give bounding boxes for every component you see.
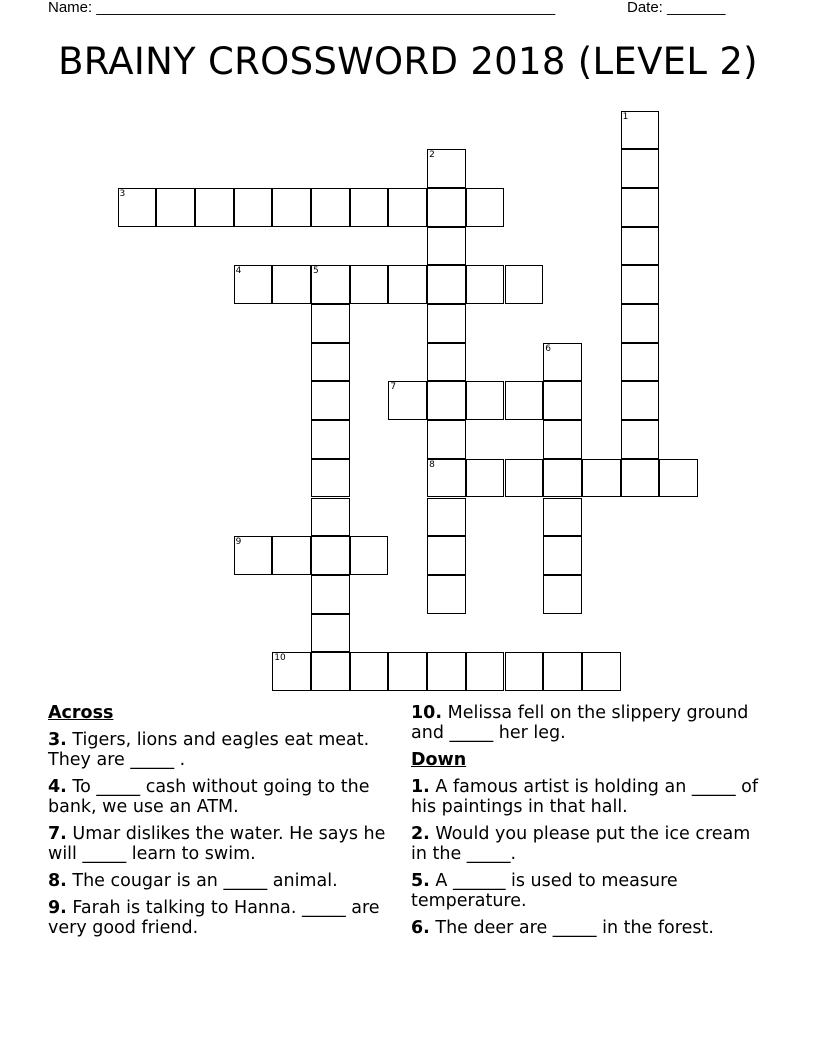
clue-number: 7. bbox=[48, 824, 67, 844]
clues-right-column bbox=[411, 703, 761, 945]
grid-cell[interactable] bbox=[621, 304, 660, 343]
clue-across-10 bbox=[411, 703, 761, 743]
clue-down-1 bbox=[411, 777, 761, 817]
grid-cell[interactable] bbox=[118, 188, 157, 227]
grid-cell[interactable] bbox=[350, 265, 389, 304]
grid-cell[interactable] bbox=[311, 459, 350, 498]
grid-cell[interactable] bbox=[543, 498, 582, 537]
grid-cell[interactable] bbox=[311, 188, 350, 227]
name-field[interactable]: Name: _______________________________________________________ bbox=[48, 0, 556, 16]
clues-left-column bbox=[48, 703, 393, 945]
grid-cell[interactable] bbox=[543, 343, 582, 382]
grid-cell[interactable] bbox=[466, 265, 505, 304]
grid-cell[interactable] bbox=[234, 265, 273, 304]
grid-cell[interactable] bbox=[195, 188, 234, 227]
grid-cell[interactable] bbox=[427, 265, 466, 304]
clue-across-3 bbox=[48, 730, 393, 770]
grid-cell[interactable] bbox=[543, 536, 582, 575]
clue-across-4 bbox=[48, 777, 393, 817]
grid-cell[interactable] bbox=[234, 536, 273, 575]
clue-down-5 bbox=[411, 871, 761, 911]
grid-cell[interactable] bbox=[466, 188, 505, 227]
grid-cell[interactable] bbox=[659, 459, 698, 498]
grid-cell[interactable] bbox=[388, 381, 427, 420]
grid-cell[interactable] bbox=[466, 381, 505, 420]
grid-cell[interactable] bbox=[543, 459, 582, 498]
cell-number: 2 bbox=[429, 150, 435, 161]
grid-cell[interactable] bbox=[621, 459, 660, 498]
grid-cell[interactable] bbox=[272, 536, 311, 575]
cell-number: 10 bbox=[274, 653, 286, 664]
clue-across-8 bbox=[48, 871, 393, 891]
grid-cell[interactable] bbox=[427, 227, 466, 266]
cell-number: 8 bbox=[429, 459, 435, 470]
grid-cell[interactable] bbox=[388, 265, 427, 304]
grid-cell[interactable] bbox=[427, 420, 466, 459]
grid-cell[interactable] bbox=[427, 498, 466, 537]
grid-cell[interactable] bbox=[311, 536, 350, 575]
clue-text: Melissa fell on the slippery ground and _____ her leg. bbox=[411, 703, 749, 743]
grid-cell[interactable] bbox=[311, 652, 350, 691]
cell-number: 9 bbox=[235, 537, 242, 548]
grid-cell[interactable] bbox=[582, 459, 621, 498]
clue-number: 5. bbox=[411, 871, 430, 891]
grid-cell[interactable] bbox=[311, 575, 350, 614]
grid-cell[interactable] bbox=[543, 420, 582, 459]
cell-number: 6 bbox=[545, 343, 551, 354]
grid-cell[interactable] bbox=[621, 265, 660, 304]
clue-number: 2. bbox=[411, 824, 430, 844]
cell-number: 5 bbox=[313, 266, 319, 277]
grid-cell[interactable] bbox=[543, 381, 582, 420]
grid-cell[interactable] bbox=[311, 381, 350, 420]
clue-text: Tigers, lions and eagles eat meat. They are _____ . bbox=[48, 730, 370, 770]
clue-number: 1. bbox=[411, 777, 430, 797]
grid-cell[interactable] bbox=[505, 652, 544, 691]
grid-cell[interactable] bbox=[582, 652, 621, 691]
clue-number: 6. bbox=[411, 918, 430, 938]
grid-cell[interactable] bbox=[311, 614, 350, 653]
clue-number: 9. bbox=[48, 898, 67, 918]
grid-cell[interactable] bbox=[543, 652, 582, 691]
grid-cell[interactable] bbox=[466, 652, 505, 691]
clue-across-7 bbox=[48, 824, 393, 864]
cell-number: 3 bbox=[119, 188, 126, 199]
grid-cell[interactable] bbox=[388, 188, 427, 227]
grid-cell[interactable] bbox=[427, 343, 466, 382]
clue-number: 4. bbox=[48, 777, 67, 797]
grid-cell[interactable] bbox=[427, 304, 466, 343]
grid-cell[interactable] bbox=[388, 652, 427, 691]
clue-text: Would you please put the ice cream in the _____. bbox=[411, 824, 751, 864]
clue-across-9 bbox=[48, 898, 393, 938]
grid-cell[interactable] bbox=[427, 381, 466, 420]
clue-down-2 bbox=[411, 824, 761, 864]
clue-number: 10. bbox=[411, 703, 443, 723]
page-title: BRAINY CROSSWORD 2018 (LEVEL 2) bbox=[58, 40, 758, 83]
clue-number: 3. bbox=[48, 730, 67, 750]
grid-cell[interactable] bbox=[311, 304, 350, 343]
grid-cell[interactable] bbox=[505, 265, 544, 304]
grid-cell[interactable] bbox=[350, 188, 389, 227]
grid-cell[interactable] bbox=[350, 536, 389, 575]
clue-text: The deer are _____ in the forest. bbox=[435, 918, 714, 938]
grid-cell[interactable] bbox=[621, 381, 660, 420]
cell-number: 1 bbox=[622, 111, 629, 122]
grid-cell[interactable] bbox=[427, 536, 466, 575]
grid-cell[interactable] bbox=[272, 652, 311, 691]
grid-cell[interactable] bbox=[543, 575, 582, 614]
clue-text: A ______ is used to measure temperature. bbox=[411, 871, 678, 911]
cell-number: 4 bbox=[235, 266, 242, 277]
grid-cell[interactable] bbox=[621, 227, 660, 266]
grid-cell[interactable] bbox=[466, 459, 505, 498]
clue-text: A famous artist is holding an _____ of his paintings in that hall. bbox=[411, 777, 759, 817]
grid-cell[interactable] bbox=[427, 575, 466, 614]
clue-text: Umar dislikes the water. He says he will _____ learn to swim. bbox=[48, 824, 386, 864]
clue-text: Farah is talking to Hanna. _____ are very good friend. bbox=[48, 898, 380, 938]
grid-cell[interactable] bbox=[272, 265, 311, 304]
grid-cell[interactable] bbox=[505, 381, 544, 420]
clue-down-6 bbox=[411, 918, 761, 938]
grid-cell[interactable] bbox=[272, 188, 311, 227]
grid-cell[interactable] bbox=[427, 652, 466, 691]
clue-text: The cougar is an _____ animal. bbox=[72, 871, 338, 891]
grid-cell[interactable] bbox=[621, 111, 660, 150]
clue-number: 8. bbox=[48, 871, 67, 891]
date-field[interactable]: Date: _______ bbox=[627, 0, 726, 16]
clue-text: To _____ cash without going to the bank, we use an ATM. bbox=[48, 777, 370, 817]
grid-cell[interactable] bbox=[311, 420, 350, 459]
grid-cell[interactable] bbox=[505, 459, 544, 498]
grid-cell[interactable] bbox=[621, 149, 660, 188]
grid-cell[interactable] bbox=[621, 188, 660, 227]
grid-cell[interactable] bbox=[350, 652, 389, 691]
grid-cell[interactable] bbox=[311, 265, 350, 304]
grid-cell[interactable] bbox=[621, 343, 660, 382]
grid-cell[interactable] bbox=[427, 188, 466, 227]
grid-cell[interactable] bbox=[621, 420, 660, 459]
cell-number: 7 bbox=[390, 382, 397, 393]
grid-cell[interactable] bbox=[234, 188, 273, 227]
across-heading: Across bbox=[48, 703, 114, 723]
grid-cell[interactable] bbox=[427, 149, 466, 188]
grid-cell[interactable] bbox=[311, 343, 350, 382]
down-heading: Down bbox=[411, 750, 467, 770]
grid-cell[interactable] bbox=[156, 188, 195, 227]
grid-cell[interactable] bbox=[427, 459, 466, 498]
grid-cell[interactable] bbox=[311, 498, 350, 537]
